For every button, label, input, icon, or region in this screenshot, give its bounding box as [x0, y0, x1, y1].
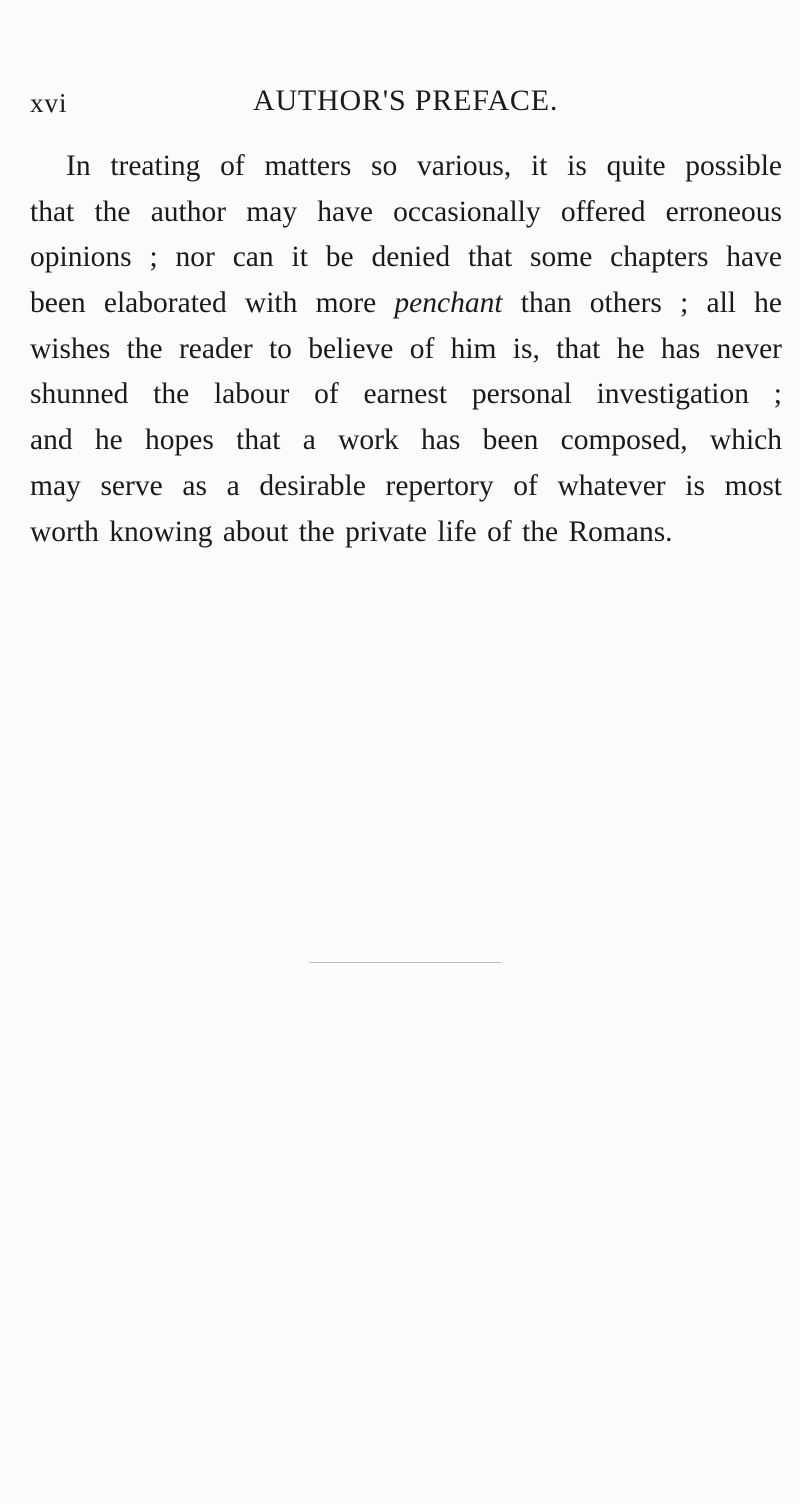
- text-line-2: that the author may have occasionally offered erroneous: [30, 195, 782, 228]
- text-line-4-start: been elaborated with more: [30, 287, 377, 320]
- italic-word-penchant: penchant: [394, 287, 503, 320]
- text-line-6: shunned the labour of earnest personal investigation ;: [30, 378, 782, 411]
- text-line-8: may serve as a desirable repertory of whatever is most: [30, 469, 782, 502]
- text-line-4-end: than others ; all he: [520, 287, 783, 320]
- text-line-3: opinions ; nor can it be denied that some chapters have: [30, 241, 782, 274]
- text-line-4: [30, 281, 782, 327]
- end-of-text-rule: [309, 962, 501, 963]
- text-line-9: worth knowing about the private life of the Romans.: [30, 515, 673, 548]
- text-line-7: and he hopes that a work has been composed, which: [30, 424, 782, 457]
- preface-paragraph: [30, 144, 782, 555]
- text-line-1: In treating of matters so various, it is quite possible: [66, 150, 782, 182]
- text-line-5: wishes the reader to believe of him is, that he has never: [30, 332, 782, 365]
- page-number: xvi: [30, 88, 68, 118]
- running-head: AUTHOR'S PREFACE.: [253, 84, 559, 117]
